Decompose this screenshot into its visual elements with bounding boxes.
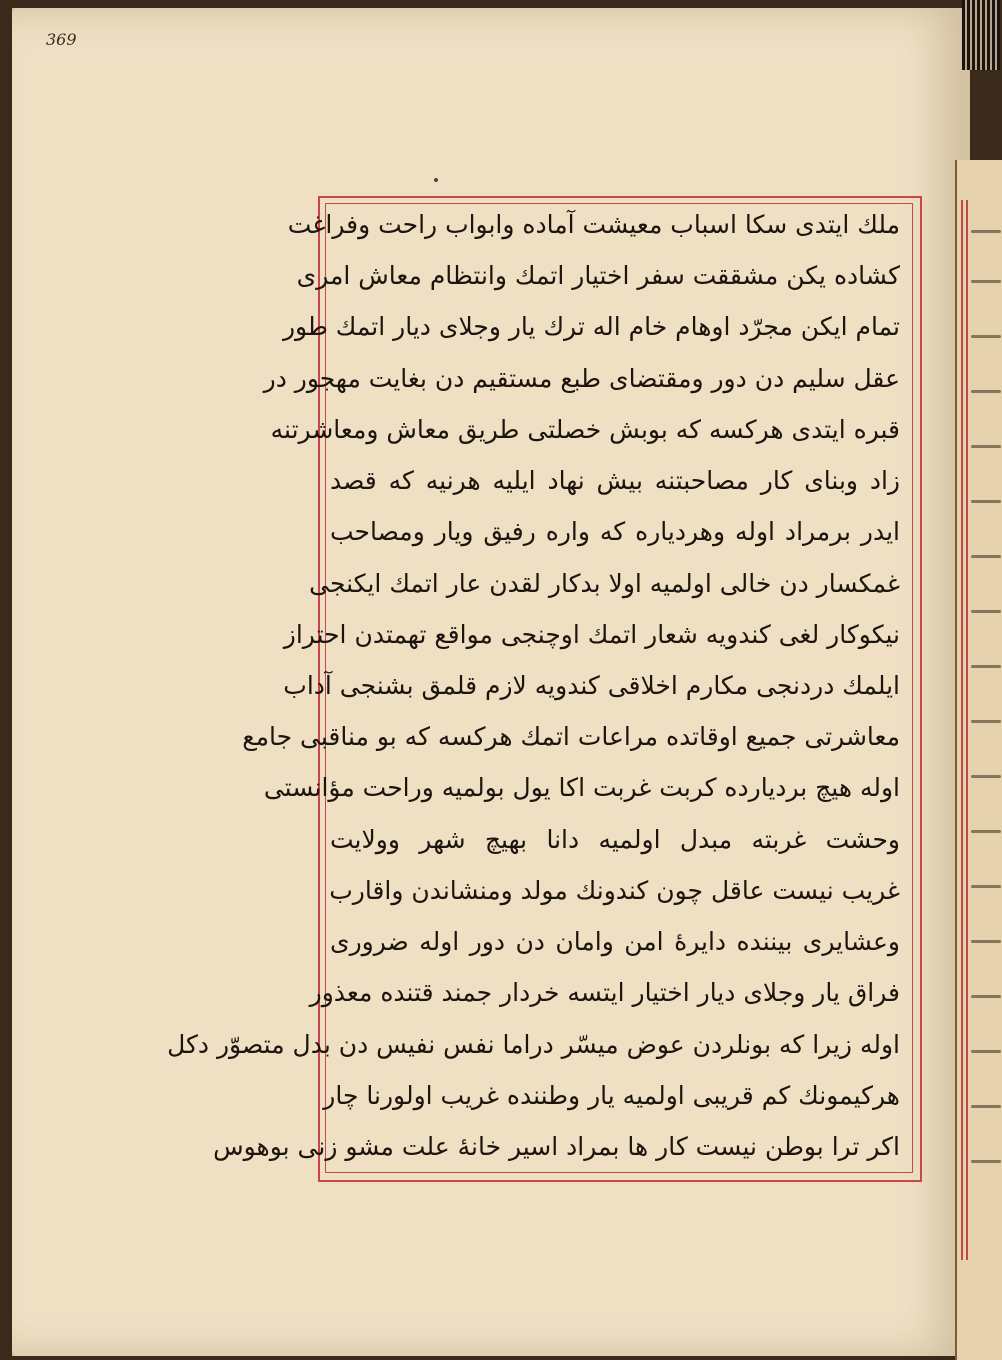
facing-page-ruling [961,200,963,1260]
facing-page-script-trace [971,775,1001,778]
facing-page-script-trace [971,390,1001,393]
ink-dot [434,178,438,182]
manuscript-line: اكر ترا بوطن نیست كار ها بمراد اسیر خانهٔ علت مشو زنی بوهوس [213,1131,900,1161]
manuscript-line: ایلمك دردنجی مكارم اخلاقی كندویه لازم قلمق بشنجی آداب [283,670,900,700]
facing-page-script-trace [971,830,1001,833]
facing-page-script-trace [971,500,1001,503]
manuscript-line: ایدر برمراد اوله وهردیاره كه واره رفیق ویار ومصاحب [330,517,900,547]
facing-page-script-trace [971,720,1001,723]
facing-page-script-trace [971,665,1001,668]
facing-page-script-trace [971,995,1001,998]
facing-page-script-trace [971,940,1001,943]
manuscript-line: عقل سلیم دن دور ومقتضای طبع مستقیم دن بغایت مهجور در [263,363,900,393]
facing-page-edge [955,160,1002,1360]
facing-page-script-trace [971,335,1001,338]
book-binding [962,0,1000,70]
manuscript-text-block [167,206,900,1166]
facing-page-script-trace [971,1105,1001,1108]
facing-page-script-trace [971,1050,1001,1053]
manuscript-line: غریب نیست عاقل چون كندونك مولد ومنشاندن واقارب [329,875,900,905]
facing-page-script-trace [971,445,1001,448]
manuscript-line: اوله زیرا كه بونلردن عوض میسّر دراما نفس نفیس دن بدل متصوّر دكل [167,1029,900,1059]
facing-page-ruling-inner [966,200,968,1260]
manuscript-line: نیكوكار لغی كندویه شعار اتمك اوچنجی مواقع تهمتدن احتراز [283,619,900,649]
facing-page-script-trace [971,1160,1001,1163]
manuscript-line: تمام ایكن مجرّد اوهام خام اله ترك یار وجلای دیار اتمك طور [282,312,900,342]
manuscript-line: زاد وبنای كار مصاحبتنه بیش نهاد ایلیه هرنیه كه قصد [330,466,900,496]
facing-page-script-trace [971,555,1001,558]
manuscript-line: كشاده یكن مشققت سفر اختیار اتمك وانتظام معاش امری [296,261,900,291]
facing-page-script-trace [971,885,1001,888]
folio-number: 369 [46,30,77,49]
manuscript-line: غمكسار دن خالی اولمیه اولا بدكار لقدن عار اتمك ایكنجی [309,568,900,598]
facing-page-script-trace [971,610,1001,613]
manuscript-line: فراق یار وجلای دیار اختیار ایتسه خردار جمند قتنده معذور [309,978,900,1008]
manuscript-line: ملك ایتدی سكا اسباب معیشت آماده وابواب راحت وفراغت [287,210,900,239]
manuscript-line: معاشرتی جمیع اوقاتده مراعات اتمك هركسه كه بو مناقبی جامع [242,722,900,752]
facing-page-script-trace [971,230,1001,233]
manuscript-line: وعشایری بیننده دایرهٔ امن وامان دن دور اوله ضروری [330,927,900,957]
manuscript-line: هركیمونك كم قریبی اولمیه یار وطننده غریب اولورنا چار [323,1080,900,1110]
facing-page-script-trace [971,280,1001,283]
manuscript-line: اوله هیچ بردیارده كربت غربت اكا یول بولمیه وراحت مؤانستی [263,773,900,803]
manuscript-line: وحشت غربته مبدل اولمیه دانا بهیچ شهر وولایت [330,824,900,854]
manuscript-line: قبره ایتدی هركسه كه بوبش خصلتی طریق معاش ومعاشرتنه [270,414,900,444]
